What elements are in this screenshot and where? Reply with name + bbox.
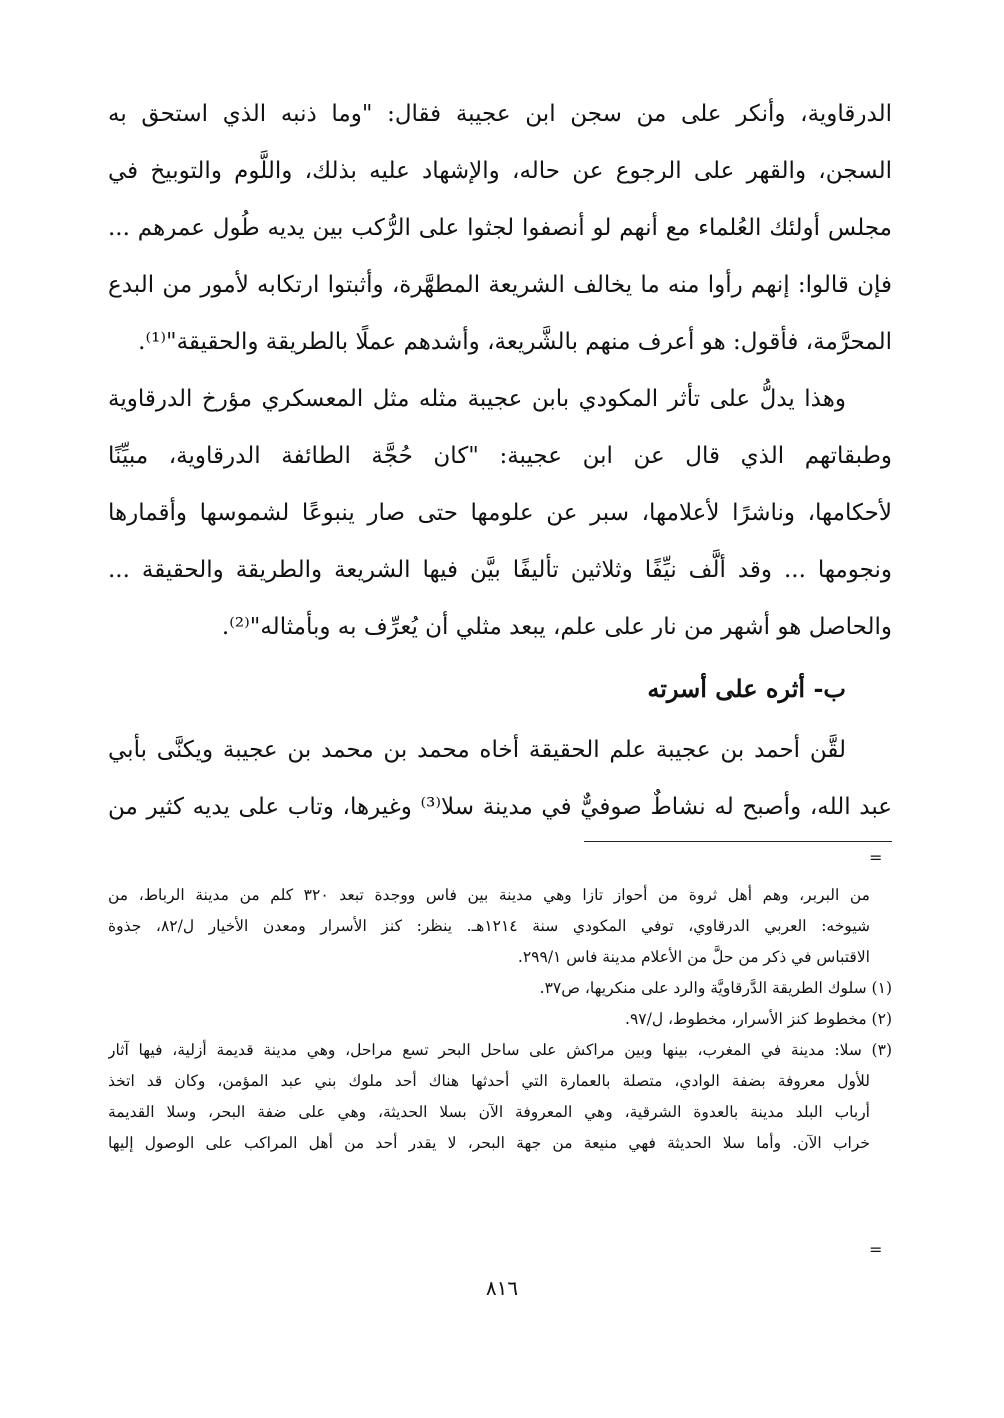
footnote-2: (٢) مخطوط كنز الأسرار، مخطوط، ل/٩٧. [625, 1010, 892, 1028]
paragraph-1-line-4: فإن قالوا: إنهم رأوا منه ما يخالف الشريعة المطهَّرة، وأثبتوا ارتكابه لأمور من البدع [108, 272, 892, 298]
footnote-3-line-2: للأول معروفة بضفة الوادي، متصلة بالعمارة التي أحدثها هناك أحد ملوك بني عبد المؤمن، وكان قد اتخذ [108, 1072, 870, 1090]
paragraph-2-line-1: وهذا يدلُّ على تأثر المكودي بابن عجيبة مثله مثل المعسكري مؤرخ الدرقاوية [108, 386, 846, 412]
paragraph-1-line-2: السجن، والقهر على الرجوع عن حاله، والإشهاد عليه بذلك، واللَّوم والتوبيخ في [108, 158, 892, 184]
footnote-continuation-line-1: من البربر، وهم أهل ثروة من أحواز تازا وهي مدينة بين فاس ووجدة تبعد ٣٢٠ كلم من مدينة الرباط، من [108, 886, 870, 904]
paragraph-2-line-3: لأحكامها، وناشرًا لأعلامها، سبر عن علومها حتى صار ينبوعًا لشموسها وأقمارها [108, 500, 892, 526]
footnote-divider [584, 841, 892, 842]
paragraph-2-line-5: والحاصل هو أشهر من نار على علم، يبعد مثلي أن يُعرِّف به وبأمثاله"⁽²⁾. [221, 614, 892, 640]
footnote-3-line-3: أرباب البلد مدينة بالعدوة الشرقية، وهي المعروفة الآن بسلا الحديثة، وهي على ضفة البحر، وسلا القديمة [108, 1103, 870, 1121]
paragraph-2-line-2: وطبقاتهم الذي قال عن ابن عجيبة: "كان حُجَّة الطائفة الدرقاوية، مبيِّنًا [108, 443, 892, 469]
paragraph-3-line-2: عبد الله، وأصبح له نشاطٌ صوفيٌّ في مدينة سلا⁽³⁾ وغيرها، وتاب على يديه كثير من [108, 794, 892, 820]
paragraph-2-line-4: ونجومها ... وقد ألَّف نيِّفًا وثلاثين تأليفًا بيَّن فيها الشريعة والطريقة والحقيقة ... [108, 557, 892, 583]
footnote-3-line-1: (٣) سلا: مدينة في المغرب، بينها وبين مراكش على ساحل البحر تسع مراحل، وهي مدينة قديمة أزلية، فيها آثار [108, 1041, 892, 1059]
footnote-1: (١) سلوك الطريقة الدَّرقاويَّة والرد على منكريها، ص٣٧. [539, 979, 892, 997]
footnote-continuation-line-3: الاقتباس في ذكر من حلَّ من الأعلام مدينة فاس ٢٩٩/١. [517, 948, 870, 966]
paragraph-1-line-3: مجلس أولئك العُلماء مع أنهم لو أنصفوا لجثوا على الرُّكب بين يديه طُول عمرهم ... [108, 215, 892, 241]
footnotes [108, 880, 892, 1159]
paragraph-3-line-1: لقَّن أحمد بن عجيبة علم الحقيقة أخاه محمد بن محمد بن عجيبة ويكنَّى بأبي [108, 737, 846, 763]
section-heading: ب- أثره على أسرته [647, 674, 846, 703]
page-number: ٨١٦ [485, 1276, 519, 1300]
main-text [108, 86, 892, 836]
footnote-continuation-mark-top: = [869, 848, 883, 867]
paragraph-1-line-1: الدرقاوية، وأنكر على من سجن ابن عجيبة فقال: "وما ذنبه الذي استحق به [108, 101, 892, 127]
footnote-continuation-line-2: شيوخه: العربي الدرقاوي، توفي المكودي سنة ١٢١٤هـ. ينظر: كنز الأسرار ومعدن الأخيار ل/٨٢، جذوة [108, 917, 870, 935]
footnote-continuation-mark-bottom: = [869, 1240, 883, 1259]
footnote-3-line-4: خراب الآن. وأما سلا الحديثة فهي منيعة من جهة البحر، لا يقدر أحد من أهل المراكب على الوصول إليها [108, 1134, 870, 1152]
paragraph-1-line-5: المحرَّمة، فأقول: هو أعرف منهم بالشَّريعة، وأشدهم عملًا بالطريقة والحقيقة"⁽¹⁾. [138, 329, 892, 355]
